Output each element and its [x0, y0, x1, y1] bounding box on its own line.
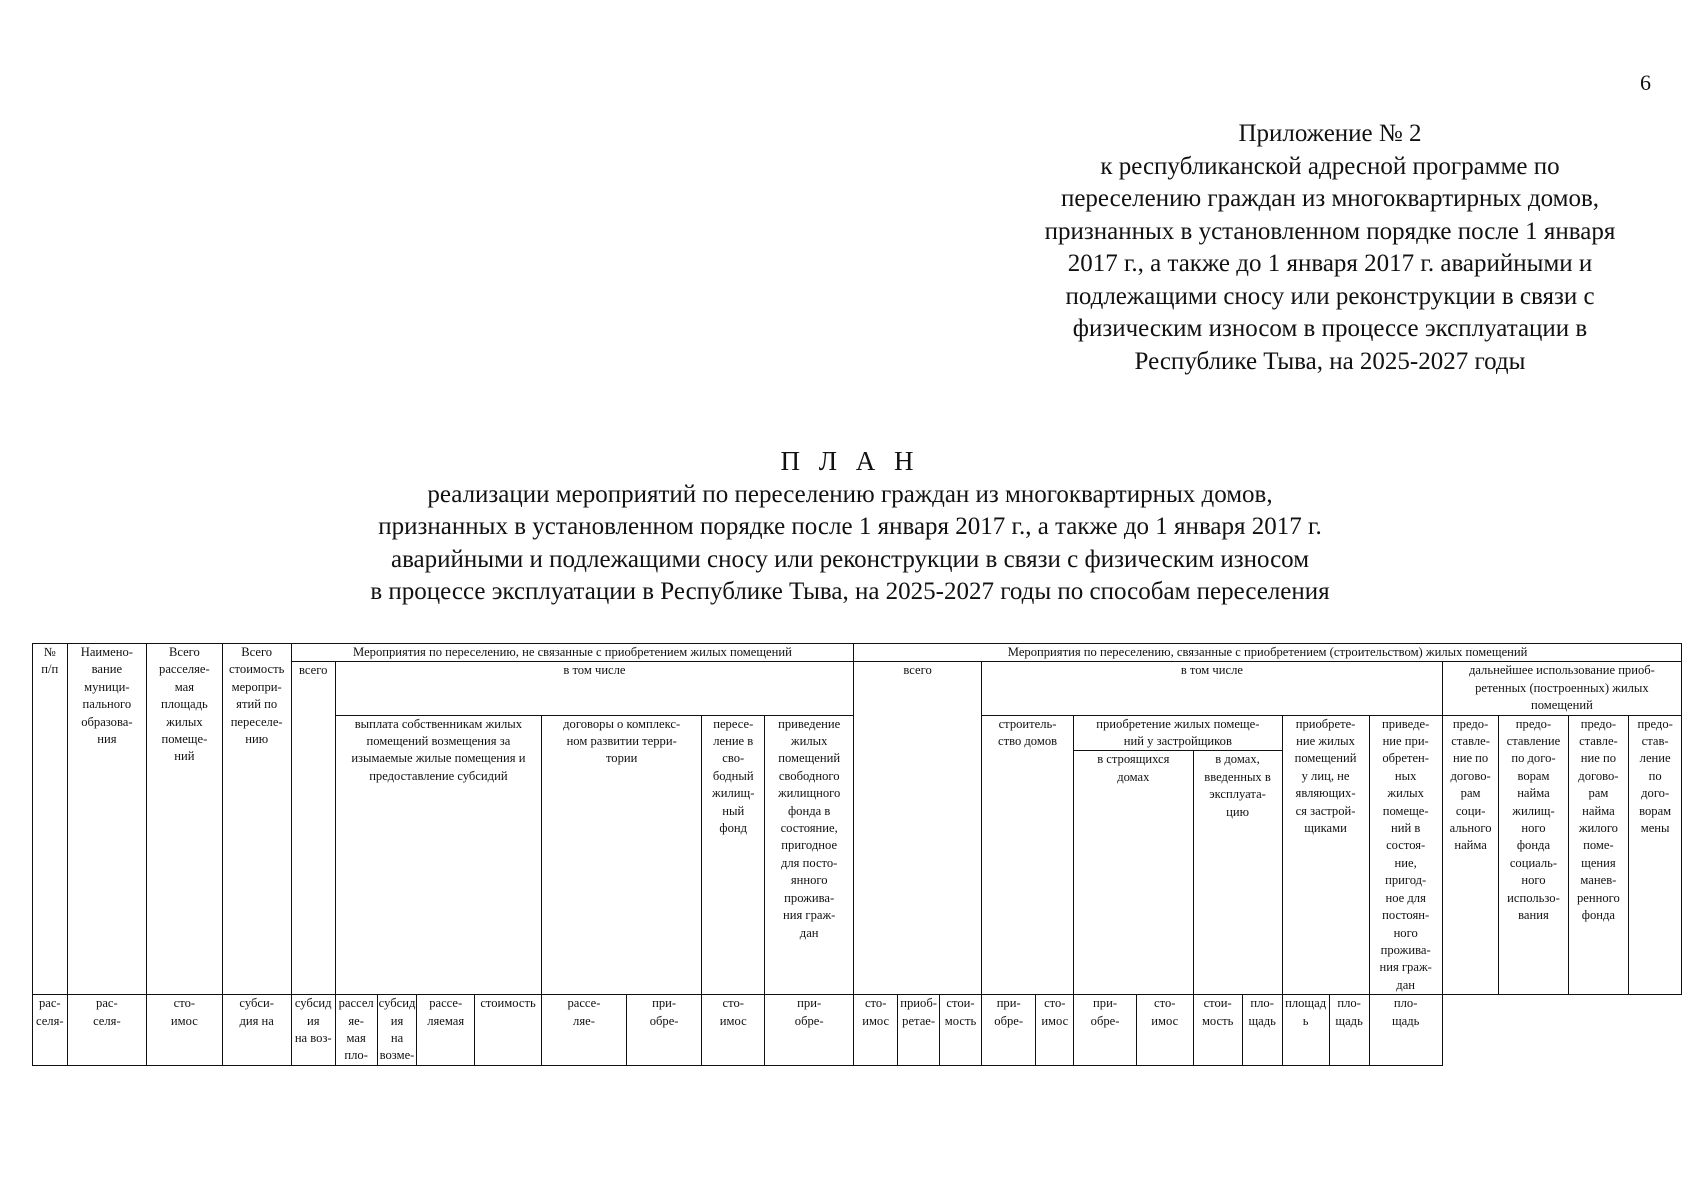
appendix-line: Республике Тыва, на 2025-2027 годы	[1134, 347, 1526, 375]
bottom-cell: сто- имос	[147, 995, 222, 1066]
bottom-cell: стоимость	[475, 995, 542, 1066]
header-maneuver: предо- ставле- ние по догово- рам найма жилого поме- щения манев- ренного фонда	[1568, 715, 1629, 995]
header-acquire-developers: приобретение жилых помеще- ний у застройщиков	[1074, 715, 1282, 751]
appendix-line: подлежащими сносу или реконструкции в связи с	[1065, 282, 1595, 310]
bottom-cell: при- обре-	[1074, 995, 1137, 1066]
plan-table	[32, 643, 1682, 1066]
header-number: № п/п	[33, 644, 68, 995]
bottom-cell: сто- имос	[702, 995, 765, 1066]
appendix-line: физическим износом в процессе эксплуатации в	[1072, 315, 1588, 342]
bottom-cell: рас- селя-	[67, 995, 147, 1066]
header-total-related: всего	[854, 662, 982, 995]
bottom-cell: при- обре-	[981, 995, 1035, 1066]
page-number: 6	[1640, 70, 1651, 95]
header-municipality: Наимено- вание муници- пального образова- ния	[67, 644, 147, 995]
plan-subtitle-line: аварийными и подлежащими сносу или реконструкции в связи с физическим износом	[390, 545, 1310, 573]
header-contracts: договоры о комплекс- ном развитии терри- тории	[542, 715, 702, 995]
bottom-cell: пло- щадь	[1369, 995, 1442, 1066]
bottom-cell: субси- дия на	[222, 995, 291, 1066]
appendix-line: переселению граждан из многоквартирных домов,	[1060, 185, 1600, 212]
header-total-cost: Всего стоимость меропри- ятий по переселе- нию	[222, 644, 291, 995]
bottom-cell: сто- имос	[854, 995, 898, 1066]
bottom-cell: пло- щадь	[1242, 995, 1282, 1066]
bottom-cell: субсидия на воз-	[291, 995, 335, 1066]
bottom-cell: сто- имос	[1036, 995, 1074, 1066]
bottom-cell: стои- мость	[940, 995, 982, 1066]
header-construction: строитель- ство домов	[981, 715, 1073, 995]
bottom-cell: рас- селя-	[33, 995, 68, 1066]
bottom-cell: при- обре-	[765, 995, 854, 1066]
appendix-line: к республиканской адресной программе по	[1100, 152, 1560, 180]
header-payment: выплата собственникам жилых помещений возмещения за изымаемые жилые помещения и предоставление субсидий	[335, 715, 541, 995]
appendix-line: 2017 г., а также до 1 января 2017 г. аварийными и	[1067, 250, 1593, 277]
header-group-related: Мероприятия по переселению, связанные с приобретением (строительством) жилых помещений	[854, 644, 1682, 662]
header-acquire-nondevelopers: приобрете- ние жилых помещений у лиц, не являющих- ся застрой- щиками	[1282, 715, 1369, 995]
header-total: всего	[291, 662, 335, 995]
appendix-line: признанных в установленном порядке после 1 января	[1044, 217, 1616, 245]
header-total-area: Всего расселяе- мая площадь жилых помеще- ний	[147, 644, 222, 995]
header-bring-free: приведение жилых помещений свободного жилищного фонда в состояние, пригодное для посто- янного прожива- ния граж- дан	[765, 715, 854, 995]
header-further-use: дальнейшее использование приоб- ретенных (построенных) жилых помещений	[1442, 662, 1681, 715]
bottom-cell: сто- имос	[1136, 995, 1193, 1066]
header-social-hire: предо- ставле- ние по догово- рам соци- ального найма	[1442, 715, 1499, 995]
plan-table-wrapper	[32, 643, 1682, 1066]
header-including: в том числе	[335, 662, 853, 715]
bottom-cell: расселяе- мая пло-	[335, 995, 377, 1066]
bottom-cell: при- обре-	[626, 995, 701, 1066]
plan-heading	[250, 445, 1450, 609]
header-housing-social: предо- ставление по дого- ворам найма жилищ- ного фонда социаль- ного использо- вания	[1499, 715, 1568, 995]
header-in-building: в строящихся домах	[1074, 751, 1193, 995]
plan-subtitle-line: в процессе эксплуатации в Республике Тыва, на 2025-2027 годы по способам переселения	[370, 578, 1330, 605]
bottom-cell: рассе- ляемая	[417, 995, 475, 1066]
bottom-cell: площадь	[1282, 995, 1329, 1066]
plan-title: П Л А Н	[780, 446, 920, 476]
bottom-cell: рассе- ляе-	[542, 995, 627, 1066]
plan-subtitle-line: реализации мероприятий по переселению граждан из многоквартирных домов,	[427, 480, 1273, 508]
header-in-commissioned: в домах, введенных в эксплуата- цию	[1193, 751, 1282, 995]
bottom-cell: субсидия на возме-	[377, 995, 417, 1066]
header-exchange: предо- став- ление по дого- ворам мены	[1629, 715, 1682, 995]
header-including-related: в том числе	[981, 662, 1442, 715]
appendix-line: Приложение № 2	[1238, 120, 1422, 147]
plan-subtitle-line: признанных в установленном порядке после 1 января 2017 г., а также до 1 января 2017 г.	[378, 513, 1322, 540]
bottom-cell: пло- щадь	[1329, 995, 1369, 1066]
header-bring-acquired: приведе- ние при- обретен- ных жилых помеще- ний в состоя- ние, пригод- ное для постоян- ного прожива- ния граж- дан	[1369, 715, 1442, 995]
bottom-cell: стои- мость	[1193, 995, 1242, 1066]
appendix-heading	[990, 118, 1670, 378]
header-group-not-related: Мероприятия по переселению, не связанные с приобретением жилых помещений	[291, 644, 853, 662]
header-free-fund: пересе- ление в сво- бодный жилищ- ный фонд	[702, 715, 765, 995]
bottom-cell: приоб- ретае-	[898, 995, 940, 1066]
